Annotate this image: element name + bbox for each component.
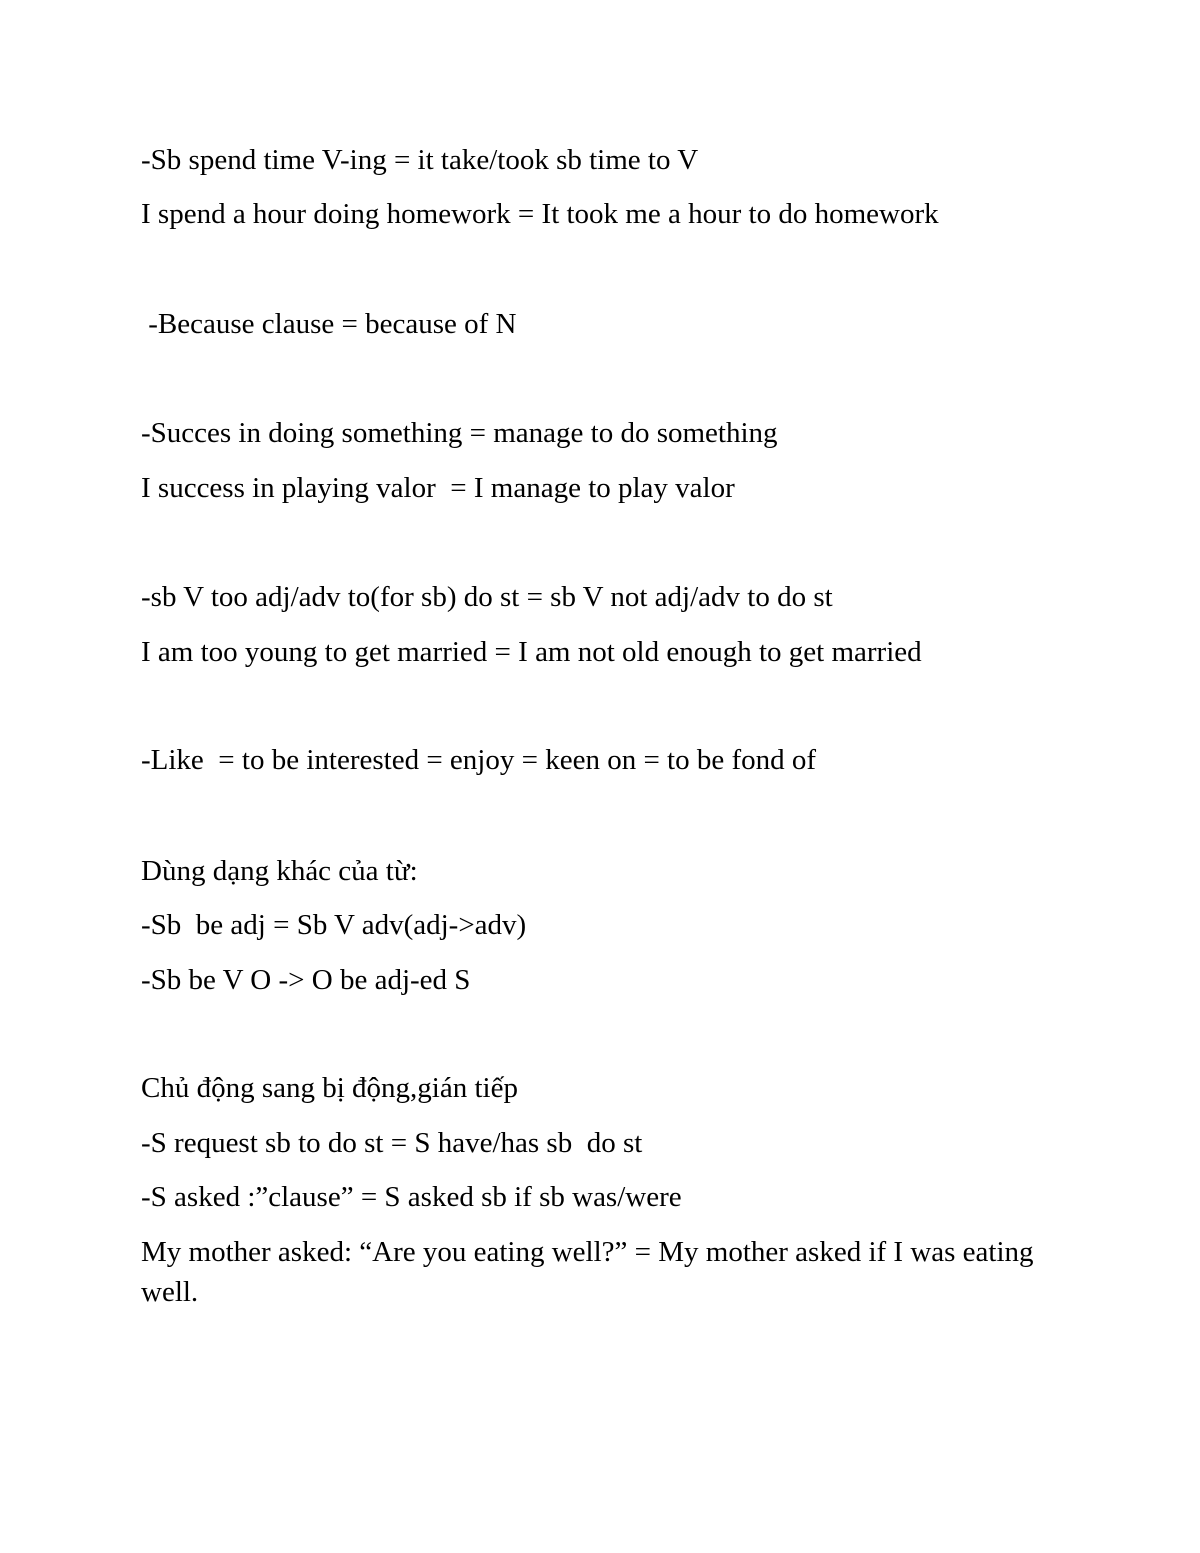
text-line: -Sb be V O -> O be adj-ed S	[141, 964, 471, 996]
text-paragraph: My mother asked: “Are you eating well?” = My mother asked if I was eating well.	[141, 1236, 1034, 1308]
text-line: I am too young to get married = I am not old enough to get married	[141, 636, 922, 668]
text-line: -Sb be adj = Sb V adv(adj->adv)	[141, 909, 527, 941]
text-line: -Like = to be interested = enjoy = keen on = to be fond of	[141, 744, 817, 776]
text-line: I spend a hour doing homework = It took me a hour to do homework	[141, 198, 939, 230]
text-line: I success in playing valor = I manage to play valor	[141, 472, 735, 504]
text-line: -sb V too adj/adv to(for sb) do st = sb V not adj/adv to do st	[141, 581, 833, 613]
section-heading: Chủ động sang bị động,gián tiếp	[141, 1072, 518, 1104]
section-heading: Dùng dạng khác của từ:	[141, 855, 418, 887]
text-line: -S request sb to do st = S have/has sb do st	[141, 1127, 643, 1159]
text-line: -Succes in doing something = manage to do something	[141, 417, 778, 449]
text-line: -Because clause = because of N	[141, 308, 517, 340]
text-line: -Sb spend time V-ing = it take/took sb time to V	[141, 144, 699, 176]
text-line: -S asked :”clause” = S asked sb if sb was/were	[141, 1181, 682, 1213]
